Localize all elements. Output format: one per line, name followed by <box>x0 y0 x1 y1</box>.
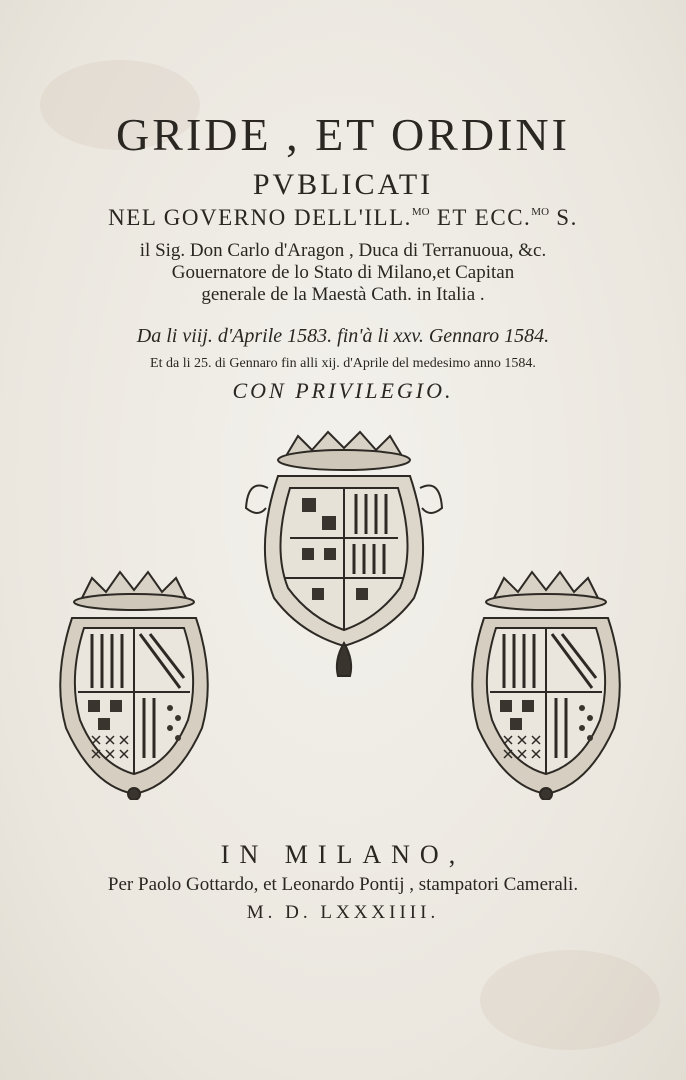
date-range-line-1: Da li viij. d'Aprile 1583. fin'à li xxv. Gennaro 1584. <box>136 325 550 347</box>
date-range-line-2: Et da li 25. di Gennaro fin alli xij. d'Aprile del medesimo anno 1584. <box>150 356 536 371</box>
title-line-2: PVBLICATI <box>252 168 434 201</box>
title-line-4: il Sig. Don Carlo d'Aragon , Duca di Terranuoua, &c. <box>139 240 547 261</box>
privilege-line: CON PRIVILEGIO. <box>232 378 454 403</box>
title-line-1: GRIDE , ET ORDINI <box>116 109 570 160</box>
paper-stain <box>480 950 660 1050</box>
central-coat-of-arms <box>238 428 450 683</box>
left-coat-of-arms <box>52 568 216 800</box>
title-line-3-part-b: ET ECC. <box>429 205 532 230</box>
title-superscript: MO <box>531 206 550 218</box>
imprint-year: M. D. LXXXIIII. <box>246 902 440 923</box>
title-line-5: Gouernatore de lo Stato di Milano,et Capitan <box>171 262 515 283</box>
title-line-3 <box>0 205 686 231</box>
right-coat-of-arms <box>464 568 628 800</box>
imprint-city: IN MILANO, <box>220 840 466 869</box>
imprint-printer: Per Paolo Gottardo, et Leonardo Pontij , stampatori Camerali. <box>107 874 579 895</box>
title-line-6: generale de la Maestà Cath. in Italia . <box>201 284 485 305</box>
title-superscript: MO <box>411 206 430 218</box>
title-line-3-part-a: NEL GOVERNO DELL'ILL. <box>108 205 412 230</box>
title-line-3-part-c: S. <box>549 205 578 230</box>
